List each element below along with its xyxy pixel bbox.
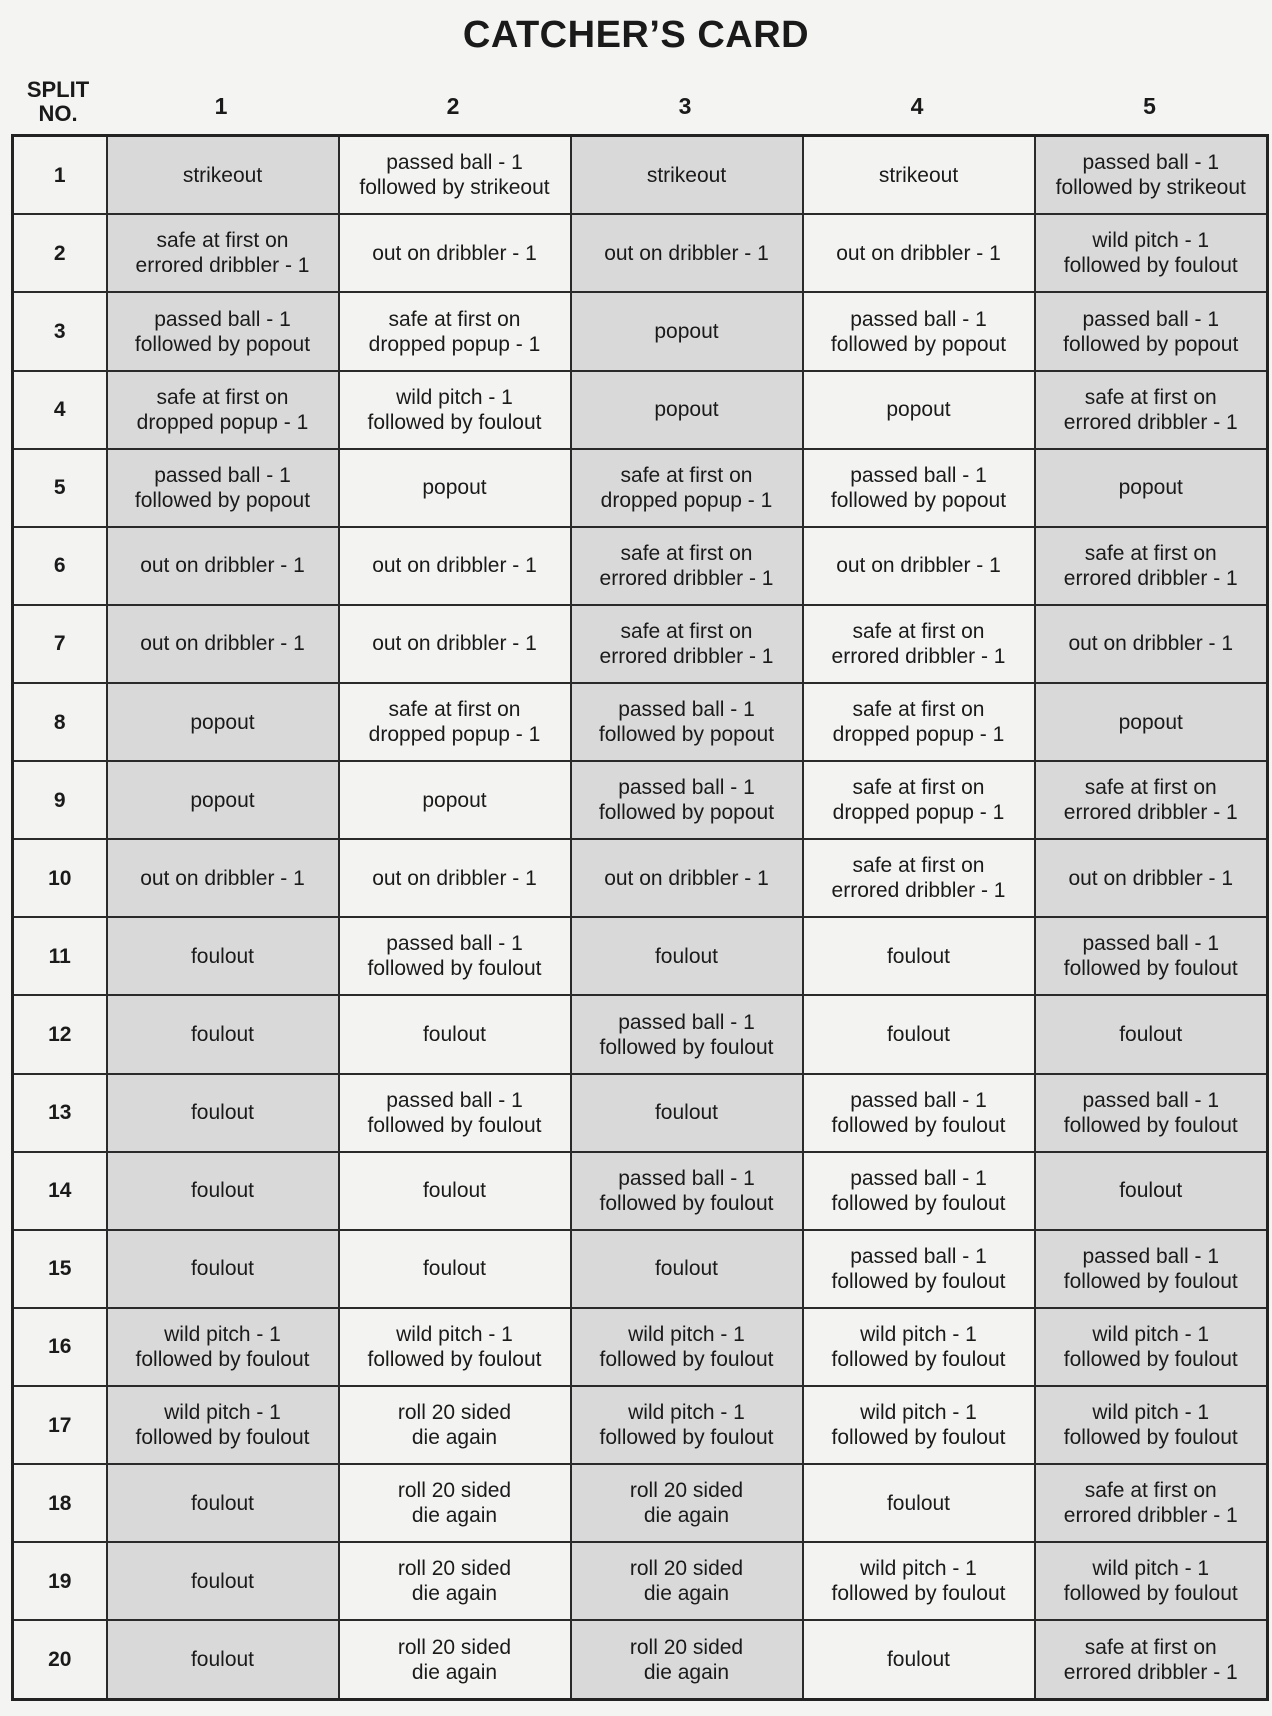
result-cell: foulout — [803, 1464, 1035, 1542]
result-cell: foulout — [803, 995, 1035, 1073]
result-cell: safe at first on errored dribbler - 1 — [803, 839, 1035, 917]
result-cell: roll 20 sided die again — [339, 1386, 571, 1464]
table-row — [13, 1230, 1268, 1308]
result-cell: out on dribbler - 1 — [571, 214, 803, 292]
result-cell: popout — [339, 761, 571, 839]
column-header-3: 3 — [678, 93, 692, 119]
table-row — [13, 995, 1268, 1073]
result-cell: wild pitch - 1 followed by foulout — [107, 1308, 339, 1386]
result-cell: passed ball - 1 followed by popout — [107, 292, 339, 370]
result-cell: passed ball - 1 followed by strikeout — [1035, 136, 1268, 215]
result-cell: safe at first on dropped popup - 1 — [571, 449, 803, 527]
table-row — [13, 1074, 1268, 1152]
split-number-cell: 18 — [13, 1464, 107, 1542]
result-cell: foulout — [107, 1152, 339, 1230]
result-cell: safe at first on dropped popup - 1 — [803, 683, 1035, 761]
split-number-cell: 8 — [13, 683, 107, 761]
result-cell: out on dribbler - 1 — [339, 527, 571, 605]
result-cell: safe at first on errored dribbler - 1 — [1035, 371, 1268, 449]
result-cell: popout — [803, 371, 1035, 449]
split-number-cell: 10 — [13, 839, 107, 917]
split-number-cell: 3 — [13, 292, 107, 370]
result-cell: out on dribbler - 1 — [339, 605, 571, 683]
result-cell: out on dribbler - 1 — [339, 839, 571, 917]
split-number-cell: 12 — [13, 995, 107, 1073]
table-row — [13, 1152, 1268, 1230]
result-cell: out on dribbler - 1 — [803, 214, 1035, 292]
split-number-cell: 15 — [13, 1230, 107, 1308]
table-row — [13, 1386, 1268, 1464]
result-cell: safe at first on errored dribbler - 1 — [1035, 1620, 1268, 1699]
result-cell: out on dribbler - 1 — [107, 527, 339, 605]
result-cell: wild pitch - 1 followed by foulout — [1035, 214, 1268, 292]
result-cell: roll 20 sided die again — [339, 1542, 571, 1620]
table-row — [13, 527, 1268, 605]
result-cell: foulout — [339, 1230, 571, 1308]
result-cell: roll 20 sided die again — [339, 1620, 571, 1699]
result-cell: passed ball - 1 followed by foulout — [803, 1152, 1035, 1230]
result-cell: popout — [571, 292, 803, 370]
result-cell: wild pitch - 1 followed by foulout — [571, 1308, 803, 1386]
page-title: CATCHER’S CARD — [462, 14, 810, 56]
result-cell: strikeout — [803, 136, 1035, 215]
result-cell: safe at first on dropped popup - 1 — [107, 371, 339, 449]
result-cell: safe at first on errored dribbler - 1 — [1035, 761, 1268, 839]
result-cell: popout — [339, 449, 571, 527]
result-cell: foulout — [107, 1542, 339, 1620]
result-cell: out on dribbler - 1 — [107, 839, 339, 917]
split-number-cell: 13 — [13, 1074, 107, 1152]
table-row — [13, 292, 1268, 370]
split-number-cell: 4 — [13, 371, 107, 449]
table-row — [13, 371, 1268, 449]
result-cell: passed ball - 1 followed by strikeout — [339, 136, 571, 215]
result-cell: passed ball - 1 followed by popout — [1035, 292, 1268, 370]
result-cell: out on dribbler - 1 — [1035, 839, 1268, 917]
split-header-line2: NO. — [38, 101, 78, 126]
result-cell: passed ball - 1 followed by popout — [571, 683, 803, 761]
table-row — [13, 1464, 1268, 1542]
result-cell: wild pitch - 1 followed by foulout — [107, 1386, 339, 1464]
result-cell: popout — [107, 761, 339, 839]
result-cell: out on dribbler - 1 — [107, 605, 339, 683]
result-cell: foulout — [339, 1152, 571, 1230]
result-cell: strikeout — [571, 136, 803, 215]
result-cell: wild pitch - 1 followed by foulout — [339, 371, 571, 449]
result-cell: foulout — [803, 1620, 1035, 1699]
result-cell: foulout — [571, 1230, 803, 1308]
result-cell: passed ball - 1 followed by foulout — [571, 995, 803, 1073]
result-cell: out on dribbler - 1 — [1035, 605, 1268, 683]
result-cell: popout — [571, 371, 803, 449]
result-cell: safe at first on errored dribbler - 1 — [571, 605, 803, 683]
split-number-cell: 5 — [13, 449, 107, 527]
table-row — [13, 917, 1268, 995]
result-cell: passed ball - 1 followed by popout — [107, 449, 339, 527]
result-cell: wild pitch - 1 followed by foulout — [339, 1308, 571, 1386]
result-cell: foulout — [339, 995, 571, 1073]
result-cell: passed ball - 1 followed by foulout — [1035, 1230, 1268, 1308]
table-row — [13, 839, 1268, 917]
result-cell: wild pitch - 1 followed by foulout — [1035, 1308, 1268, 1386]
result-cell: roll 20 sided die again — [571, 1542, 803, 1620]
split-number-cell: 14 — [13, 1152, 107, 1230]
split-number-cell: 11 — [13, 917, 107, 995]
column-header-4: 4 — [910, 93, 924, 119]
result-cell: passed ball - 1 followed by foulout — [803, 1230, 1035, 1308]
split-number-cell: 6 — [13, 527, 107, 605]
result-cell: wild pitch - 1 followed by foulout — [1035, 1542, 1268, 1620]
result-cell: passed ball - 1 followed by popout — [803, 292, 1035, 370]
result-cell: wild pitch - 1 followed by foulout — [571, 1386, 803, 1464]
result-cell: wild pitch - 1 followed by foulout — [803, 1542, 1035, 1620]
result-cell: out on dribbler - 1 — [571, 839, 803, 917]
result-cell: safe at first on dropped popup - 1 — [339, 292, 571, 370]
column-header-2: 2 — [446, 93, 460, 119]
result-cell: foulout — [803, 917, 1035, 995]
result-cell: wild pitch - 1 followed by foulout — [1035, 1386, 1268, 1464]
result-cell: popout — [1035, 449, 1268, 527]
result-cell: out on dribbler - 1 — [339, 214, 571, 292]
split-number-cell: 20 — [13, 1620, 107, 1699]
result-cell: passed ball - 1 followed by popout — [803, 449, 1035, 527]
table-row — [13, 1620, 1268, 1699]
split-number-cell: 19 — [13, 1542, 107, 1620]
table-row — [13, 683, 1268, 761]
result-cell: passed ball - 1 followed by foulout — [339, 1074, 571, 1152]
result-cell: foulout — [571, 1074, 803, 1152]
result-cell: safe at first on dropped popup - 1 — [803, 761, 1035, 839]
split-number-cell: 2 — [13, 214, 107, 292]
column-header-5: 5 — [1143, 93, 1156, 119]
result-cell: safe at first on errored dribbler - 1 — [803, 605, 1035, 683]
result-cell: roll 20 sided die again — [571, 1464, 803, 1542]
result-cell: safe at first on errored dribbler - 1 — [107, 214, 339, 292]
result-cell: passed ball - 1 followed by foulout — [1035, 1074, 1268, 1152]
result-cell: roll 20 sided die again — [571, 1620, 803, 1699]
result-cell: passed ball - 1 followed by popout — [571, 761, 803, 839]
table-row — [13, 449, 1268, 527]
column-header-1: 1 — [214, 93, 228, 119]
result-cell: foulout — [107, 1464, 339, 1542]
split-number-cell: 1 — [13, 136, 107, 215]
split-header-line1: SPLIT — [26, 77, 90, 102]
result-cell: foulout — [107, 917, 339, 995]
result-cell: popout — [107, 683, 339, 761]
catchers-card-table — [11, 134, 1269, 1701]
result-cell: passed ball - 1 followed by foulout — [571, 1152, 803, 1230]
split-number-cell: 7 — [13, 605, 107, 683]
result-cell: foulout — [1035, 995, 1268, 1073]
result-cell: foulout — [571, 917, 803, 995]
table-row — [13, 1542, 1268, 1620]
result-cell: out on dribbler - 1 — [803, 527, 1035, 605]
split-number-cell: 17 — [13, 1386, 107, 1464]
result-cell: passed ball - 1 followed by foulout — [1035, 917, 1268, 995]
result-cell: wild pitch - 1 followed by foulout — [803, 1308, 1035, 1386]
result-cell: passed ball - 1 followed by foulout — [339, 917, 571, 995]
result-cell: foulout — [107, 995, 339, 1073]
table-row — [13, 605, 1268, 683]
result-cell: popout — [1035, 683, 1268, 761]
table-row — [13, 214, 1268, 292]
split-number-cell: 16 — [13, 1308, 107, 1386]
result-cell: wild pitch - 1 followed by foulout — [803, 1386, 1035, 1464]
result-cell: roll 20 sided die again — [339, 1464, 571, 1542]
result-cell: foulout — [107, 1620, 339, 1699]
result-cell: foulout — [107, 1074, 339, 1152]
table-row — [13, 761, 1268, 839]
result-cell: safe at first on dropped popup - 1 — [339, 683, 571, 761]
result-cell: foulout — [107, 1230, 339, 1308]
table-row — [13, 1308, 1268, 1386]
split-number-cell: 9 — [13, 761, 107, 839]
table-row — [13, 136, 1268, 215]
result-cell: passed ball - 1 followed by foulout — [803, 1074, 1035, 1152]
split-number-header — [11, 70, 105, 134]
result-cell: safe at first on errored dribbler - 1 — [1035, 1464, 1268, 1542]
result-cell: foulout — [1035, 1152, 1268, 1230]
result-cell: strikeout — [107, 136, 339, 215]
result-cell: safe at first on errored dribbler - 1 — [1035, 527, 1268, 605]
result-cell: safe at first on errored dribbler - 1 — [571, 527, 803, 605]
